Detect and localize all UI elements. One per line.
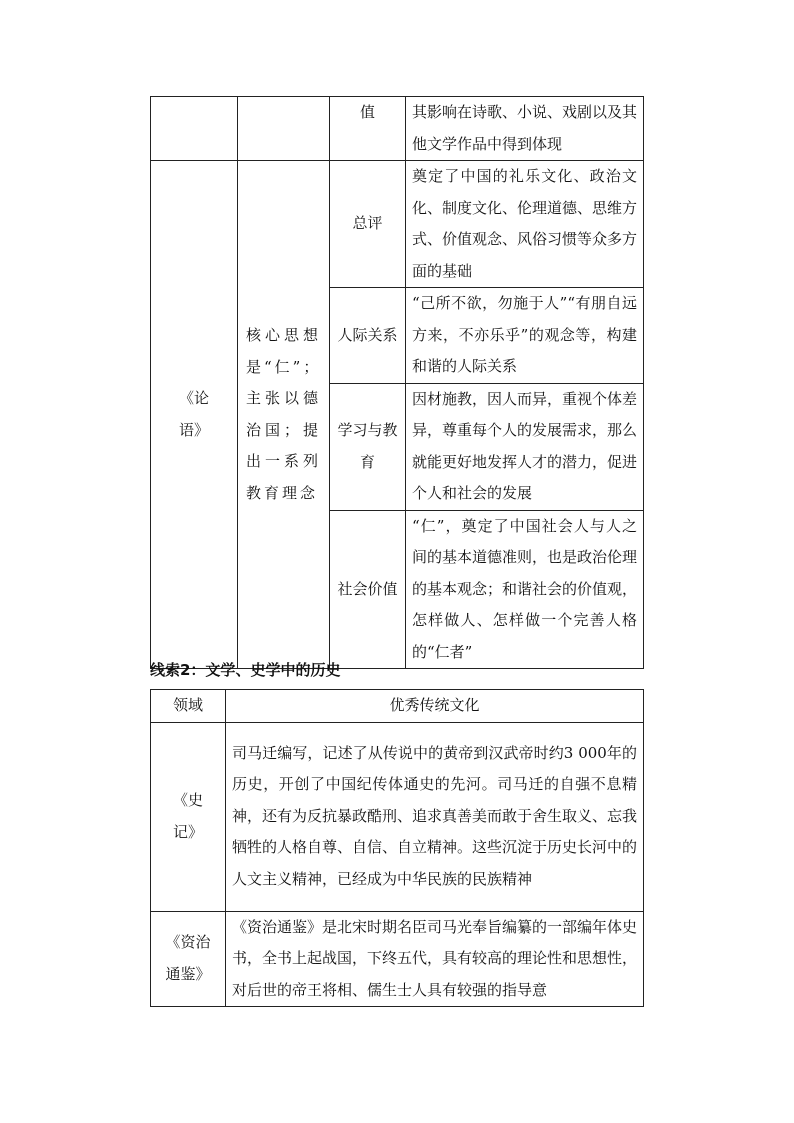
header-field: 领域 bbox=[151, 690, 226, 723]
aspect-cell: 值 bbox=[330, 97, 406, 161]
empty-cell bbox=[151, 97, 238, 161]
description-cell: 奠定了中国的礼乐文化、政治文化、制度文化、伦理道德、思维方式、价值观念、风俗习惯等众多方面的基础 bbox=[406, 161, 644, 288]
aspect-cell: 总评 bbox=[330, 161, 406, 288]
aspect-cell: 人际关系 bbox=[330, 288, 406, 384]
culture-cell: 司马迁编写，记述了从传说中的黄帝到汉武帝时约3 000年的历史，开创了中国纪传体通史的先河。司马迁的自强不息精神，还有为反抗暴政酷刑、追求真善美而敢于舍生取义、忘我牺牲的人格自尊、自信、自立精神。这些沉淀于历史长河中的人文主义精神，已经成为中华民族的民族精神 bbox=[226, 722, 644, 911]
description-cell: “仁”，奠定了中国社会人与人之间的基本道德准则，也是政治伦理的基本观念；和谐社会的价值观，怎样做人、怎样做一个完善人格的“仁者” bbox=[406, 510, 644, 669]
empty-cell bbox=[238, 97, 330, 161]
description-cell: “己所不欲，勿施于人”“有朋自远方来，不亦乐乎”的观念等，构建和谐的人际关系 bbox=[406, 288, 644, 384]
table-header-row bbox=[151, 690, 644, 723]
header-culture: 优秀传统文化 bbox=[226, 690, 644, 723]
work-title: 《论语》 bbox=[178, 389, 209, 439]
table-row bbox=[151, 97, 644, 161]
table-row bbox=[151, 722, 644, 911]
table-row bbox=[151, 161, 644, 288]
section-label: 线索2：文学、史学中的历史 bbox=[150, 661, 341, 679]
culture-cell: 《资治通鉴》是北宋时期名臣司马光奉旨编纂的一部编年体史书，全书上起战国，下终五代，具有较高的理论性和思想性，对后世的帝王将相、儒生士人具有较强的指导意 bbox=[226, 911, 644, 1007]
aspect-cell: 社会价值 bbox=[330, 510, 406, 669]
aspect-cell: 学习与教育 bbox=[330, 383, 406, 510]
field-title: 《资治通鉴》 bbox=[165, 933, 211, 983]
field-title: 《史记》 bbox=[172, 791, 203, 841]
description-cell: 其影响在诗歌、小说、戏剧以及其他文学作品中得到体现 bbox=[406, 97, 644, 161]
work-cell bbox=[151, 161, 238, 669]
field-cell bbox=[151, 722, 226, 911]
field-cell bbox=[151, 911, 226, 1007]
table-row bbox=[151, 911, 644, 1007]
description-cell: 因材施教，因人而异，重视个体差异，尊重每个人的发展需求，那么就能更好地发挥人才的潜力，促进个人和社会的发展 bbox=[406, 383, 644, 510]
culture-table-continued bbox=[150, 96, 644, 669]
core-idea-cell: 核心思想是“仁”；主张以德治国；提出一系列教育理念 bbox=[238, 161, 330, 669]
history-table bbox=[150, 689, 644, 1007]
